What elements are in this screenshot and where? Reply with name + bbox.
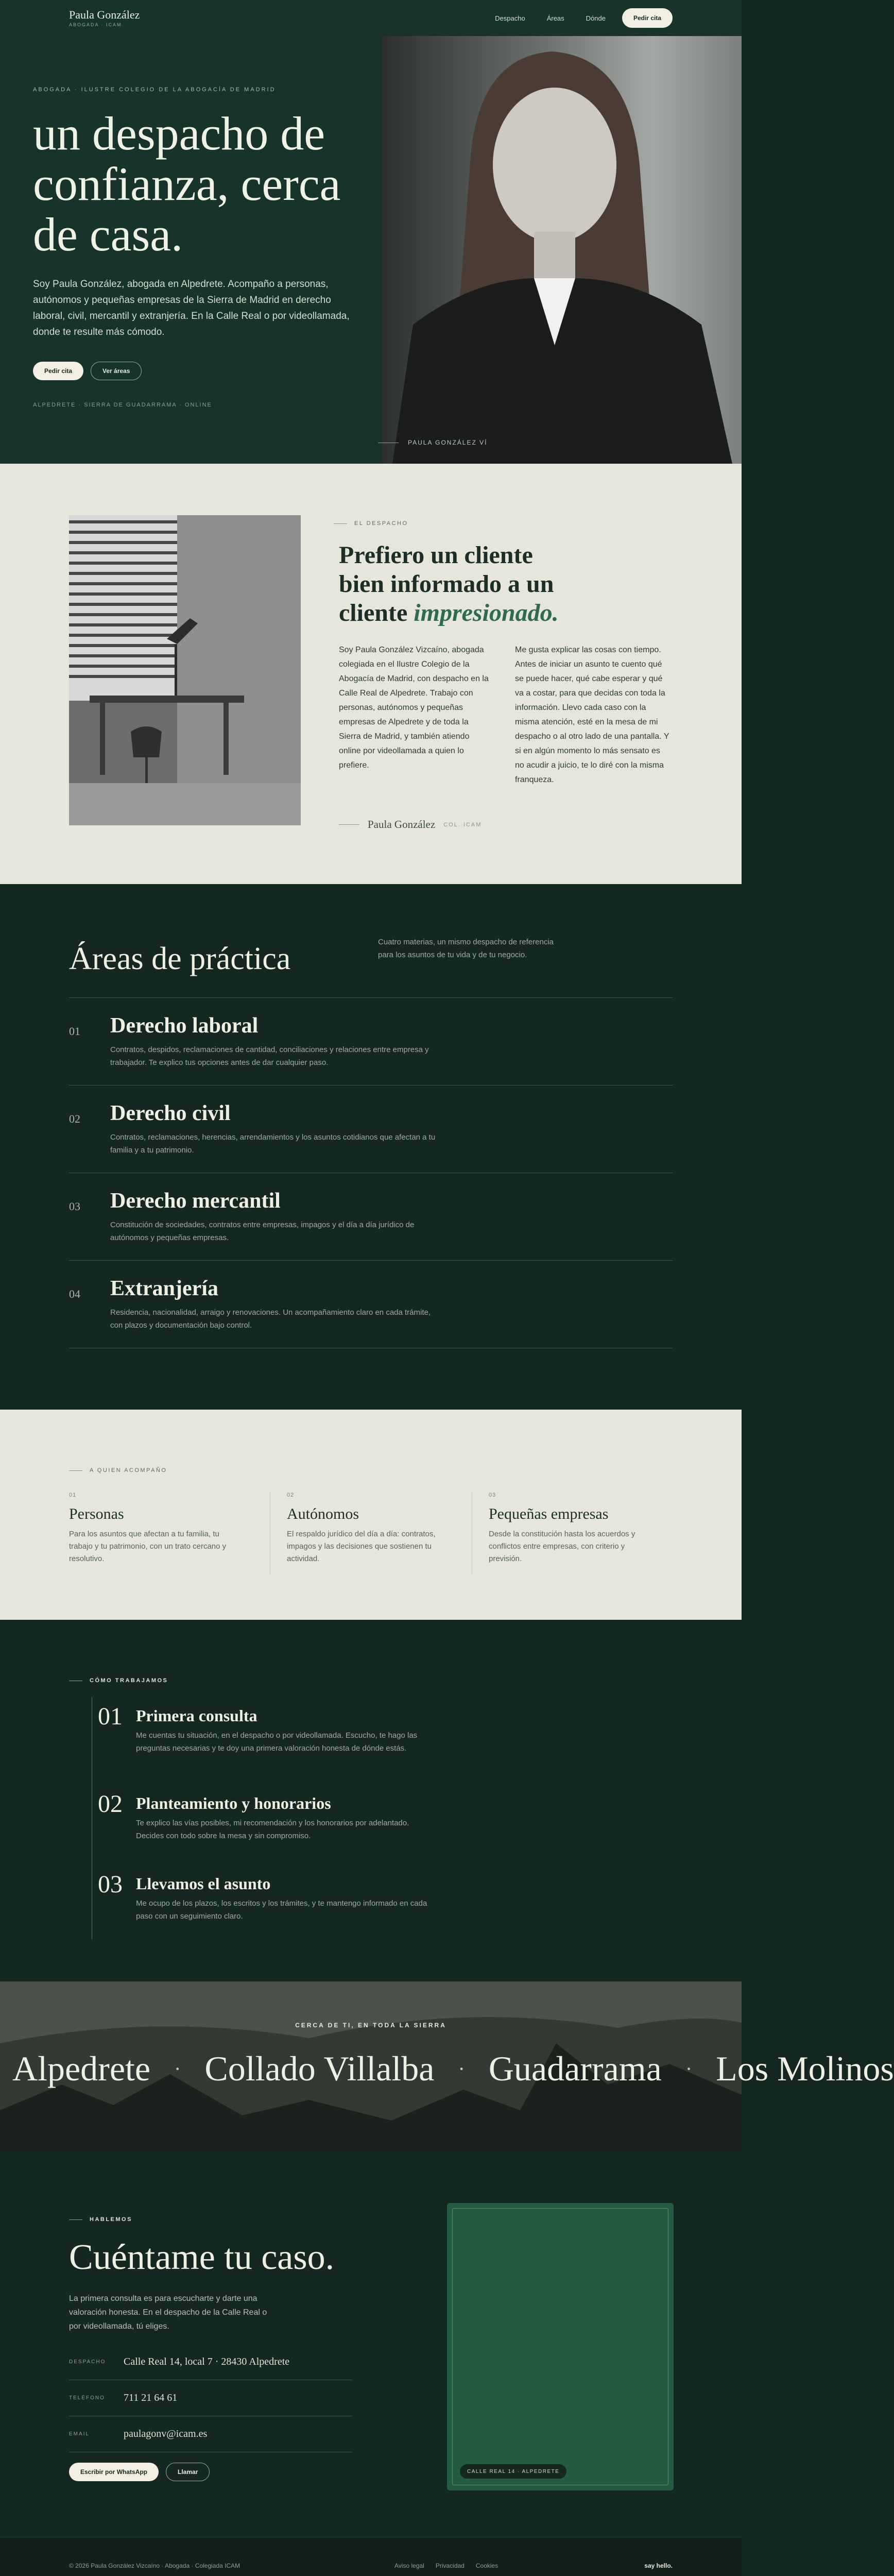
- audience-autonomos: [270, 1492, 450, 1574]
- office-map[interactable]: [447, 2203, 674, 2490]
- hero-location: ALPEDRETE · SIERRA DE GUADARRAMA · ONLINE: [33, 402, 212, 408]
- como-section: [0, 1620, 742, 1981]
- contacto-eyebrow-text: HABLEMOS: [90, 2216, 132, 2223]
- despacho-text-col1: Soy Paula González Vizcaíno, abogada colegiada en el Ilustre Colegio de la Abogacía de Madrid, con despacho en la Calle Real de Alpedrete. Trabajo con personas, autónomos y pequeñas empresas de Alpedrete y de toda la Sierra de Madrid, y también atiendo online por videollamada a quien lo prefiere.: [339, 646, 489, 770]
- place-alpedrete: Alpedrete: [12, 2049, 151, 2088]
- area-name: Derecho civil: [110, 1101, 231, 1125]
- step-number: 01: [98, 1703, 123, 1730]
- step-number: 02: [98, 1790, 123, 1818]
- place-los-molinos: Los Molinos: [716, 2049, 894, 2088]
- eyebrow-divider: [69, 1470, 82, 1471]
- quien-eyebrow: [69, 1467, 167, 1473]
- hero-section: [0, 0, 742, 464]
- step-name: Planteamiento y honorarios: [136, 1794, 331, 1812]
- contact-label: EMAIL: [69, 2431, 90, 2437]
- place-collado-villalba: Collado Villalba: [204, 2049, 435, 2088]
- site-footer: [0, 2537, 742, 2576]
- contacto-section: [0, 2151, 742, 2537]
- area-extranjeria[interactable]: [69, 1260, 673, 1348]
- areas-section: [0, 884, 742, 1410]
- map-location-tag: CALLE REAL 14 · ALPEDRETE: [460, 2464, 566, 2479]
- contact-address: [69, 2344, 352, 2380]
- step-description: Te explico las vías posibles, mi recomendación y los honorarios por adelantado. Decides con todo sobre la mesa y sin compromiso.: [136, 1819, 409, 1840]
- area-number: 02: [69, 1112, 80, 1125]
- footer-link-aviso-legal[interactable]: Aviso legal: [394, 2562, 424, 2569]
- area-description: Constitución de sociedades, contratos entre empresas, impagos y el día a día jurídico de autónomos y pequeñas empresas.: [110, 1221, 415, 1242]
- despacho-section: [0, 464, 742, 884]
- step-number: 03: [98, 1871, 123, 1898]
- audience-number: 03: [489, 1492, 496, 1498]
- step-name: Llevamos el asunto: [136, 1874, 271, 1893]
- place-guadarrama: Guadarrama: [488, 2049, 662, 2088]
- photo-caption-text: PAULA GONZÁLEZ VÍ: [408, 439, 488, 446]
- hero-areas-button[interactable]: Ver áreas: [91, 362, 142, 380]
- hero-eyebrow: ABOGADA · ILUSTRE COLEGIO DE LA ABOGACÍA DE MADRID: [33, 87, 276, 93]
- area-name: Extranjería: [110, 1277, 218, 1300]
- step-description: Me ocupo de los plazos, los escritos y los trámites, y te mantengo informado en cada paso con un seguimiento claro.: [136, 1899, 427, 1921]
- hero-description: Soy Paula González, abogada en Alpedrete. Acompaño a personas, autónomos y pequeñas empresas de la Sierra de Madrid en derecho laboral, civil, mercantil y extranjería. En la Calle Real o por videollamada, donde te resulte más cómodo.: [33, 279, 350, 337]
- site-header: [0, 0, 742, 36]
- contact-email: [69, 2416, 352, 2452]
- eyebrow-divider: [334, 523, 347, 524]
- area-civil[interactable]: [69, 1085, 673, 1173]
- como-eyebrow-text: CÓMO TRABAJAMOS: [90, 1677, 168, 1684]
- contacto-eyebrow: [69, 2216, 132, 2223]
- areas-title: Áreas de práctica: [69, 941, 291, 976]
- footer-links: [394, 2562, 498, 2569]
- despacho-title: [339, 541, 576, 628]
- place-separator: ·: [174, 2057, 181, 2080]
- place-separator: ·: [458, 2057, 465, 2080]
- nav-link-areas[interactable]: Áreas: [546, 14, 564, 22]
- step-name: Primera consulta: [136, 1706, 257, 1725]
- brand-subtitle: ABOGADA · ICAM: [69, 22, 122, 27]
- audience-personas: [69, 1492, 249, 1574]
- audience-description: Desde la constitución hasta los acuerdos y conflictos entre empresas, con criterio y previsión.: [489, 1530, 635, 1563]
- audience-empresas: [472, 1492, 652, 1574]
- audience-name: Pequeñas empresas: [489, 1505, 609, 1522]
- signature: [339, 818, 482, 831]
- audience-description: Para los asuntos que afectan a tu familia, tu trabajo y tu patrimonio, con un trato cercano y resolutivo.: [69, 1530, 227, 1563]
- despacho-eyebrow: [334, 520, 408, 527]
- places-marquee: [12, 2048, 894, 2089]
- nav-link-donde[interactable]: Dónde: [586, 14, 606, 22]
- signature-divider: [339, 824, 359, 825]
- main-nav: [473, 8, 673, 28]
- office-desk-photo: [69, 515, 301, 825]
- footer-copyright: © 2026 Paula González Vizcaíno · Abogada · Colegiada ICAM: [69, 2562, 240, 2569]
- area-name: Derecho laboral: [110, 1014, 259, 1038]
- footer-link-cookies[interactable]: Cookies: [475, 2562, 498, 2569]
- area-laboral[interactable]: [69, 997, 673, 1085]
- footer-hello-link[interactable]: say hello.: [644, 2562, 673, 2569]
- despacho-eyebrow-text: EL DESPACHO: [354, 520, 408, 527]
- area-number: 04: [69, 1287, 80, 1300]
- lawyer-portrait-photo: [382, 36, 742, 464]
- audience-description: El respaldo jurídico del día a día: contratos, impagos y las decisiones que sostienen tu actividad.: [287, 1530, 436, 1563]
- nav-link-despacho[interactable]: Despacho: [495, 14, 525, 22]
- hero-actions: [33, 362, 142, 380]
- sierra-eyebrow: CERCA DE TI, EN TODA LA SIERRA: [295, 2022, 446, 2029]
- area-number: 01: [69, 1025, 80, 1038]
- brand-name: Paula González: [69, 8, 140, 21]
- area-description: Contratos, reclamaciones, herencias, arrendamientos y los asuntos cotidianos que afectan a tu familia y a tu patrimonio.: [110, 1133, 436, 1155]
- area-mercantil[interactable]: [69, 1173, 673, 1260]
- signature-college: COL. ICAM: [443, 821, 482, 828]
- area-name: Derecho mercantil: [110, 1189, 281, 1213]
- contact-actions: [69, 2463, 210, 2481]
- photo-caption: [378, 439, 487, 446]
- brand[interactable]: [69, 9, 140, 27]
- footer-link-privacidad[interactable]: Privacidad: [435, 2562, 465, 2569]
- audience-number: 02: [287, 1492, 295, 1498]
- signature-name: Paula González: [368, 818, 436, 831]
- place-separator: ·: [685, 2057, 693, 2080]
- contact-phone: [69, 2380, 352, 2416]
- contacto-title: Cuéntame tu caso.: [69, 2238, 335, 2277]
- hero-cita-button[interactable]: Pedir cita: [33, 362, 83, 380]
- area-number: 03: [69, 1200, 80, 1213]
- despacho-title-plain: Prefiero un cliente bien informado a un cliente: [339, 541, 554, 626]
- whatsapp-button[interactable]: Escribir por WhatsApp: [69, 2463, 159, 2481]
- audience-name: Autónomos: [287, 1505, 359, 1522]
- despacho-title-emphasis: impresionado.: [414, 599, 559, 626]
- call-button[interactable]: Llamar: [166, 2463, 210, 2481]
- step-description: Me cuentas tu situación, en el despacho o por videollamada. Escucho, te hago las preguntas necesarias y te doy una primera valoración honesta de dónde estás.: [136, 1731, 418, 1753]
- audience-name: Personas: [69, 1505, 124, 1522]
- contact-value[interactable]: Calle Real 14, local 7 · 28430 Alpedrete: [124, 2356, 290, 2367]
- contact-value[interactable]: 711 21 64 61: [124, 2392, 178, 2403]
- contact-value[interactable]: paulagonv@icam.es: [124, 2428, 208, 2439]
- hero-title: un despacho de confianza, cerca de casa.: [33, 107, 341, 261]
- contact-label: TELÉFONO: [69, 2395, 105, 2401]
- eyebrow-divider: [69, 2219, 82, 2220]
- contact-label: DESPACHO: [69, 2359, 106, 2365]
- contacto-description: La primera consulta es para escucharte y darte una valoración honesta. En el despacho de la Calle Real o por videollamada, tú eliges.: [69, 2294, 267, 2331]
- como-eyebrow: [69, 1677, 168, 1684]
- nav-cta-button[interactable]: Pedir cita: [622, 8, 673, 28]
- areas-intro: Cuatro materias, un mismo despacho de referencia para los asuntos de tu vida y de tu negocio.: [378, 938, 554, 959]
- quien-eyebrow-text: A QUIEN ACOMPAÑO: [90, 1467, 167, 1473]
- sierra-section: [0, 1981, 894, 2151]
- audience-number: 01: [69, 1492, 77, 1498]
- quien-section: [0, 1410, 742, 1620]
- area-description: Contratos, despidos, reclamaciones de cantidad, conciliaciones y relaciones entre empresa y trabajador. Te explico tus opciones antes de dar cualquier paso.: [110, 1045, 429, 1067]
- despacho-text-col2: Me gusta explicar las cosas con tiempo. Antes de iniciar un asunto te cuento qué se puede hacer, qué cabe esperar y qué va a costar, para que decidas con toda la información. Llevo cada caso con la misma atención, esté en la mesa de mi despacho o al otro lado de una pantalla. Y si en algún momento lo más sensato es no acudir a juicio, te lo diré con la misma franqueza.: [515, 646, 669, 784]
- map-frame: [452, 2208, 668, 2485]
- area-description: Residencia, nacionalidad, arraigo y renovaciones. Un acompañamiento claro en cada trámite, con plazos y documentación bajo control.: [110, 1308, 431, 1330]
